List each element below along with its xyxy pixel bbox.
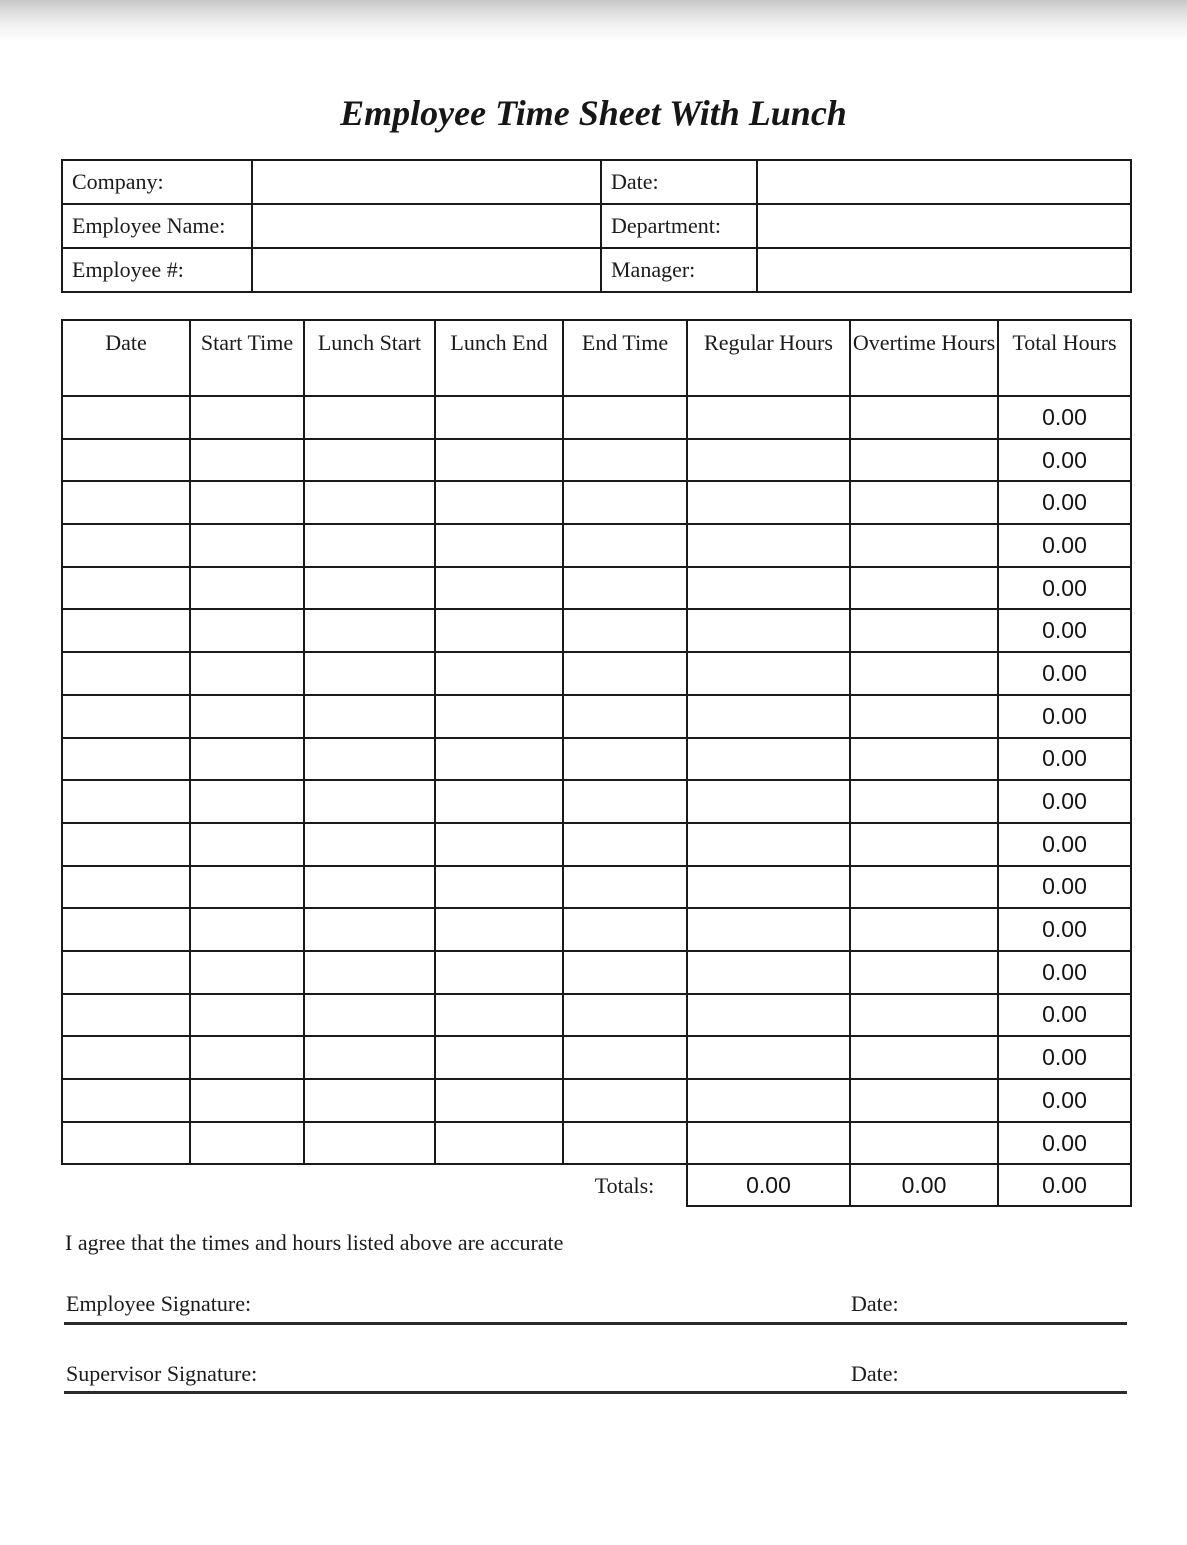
timesheet-row [62, 1036, 1131, 1079]
cell-lunch-start[interactable] [304, 396, 435, 439]
info-row [62, 160, 1131, 204]
cell-start-time[interactable] [190, 908, 304, 951]
cell-overtime-hours[interactable] [850, 1079, 998, 1122]
timesheet-row [62, 866, 1131, 909]
cell-lunch-end[interactable] [435, 1079, 563, 1122]
cell-total-hours: 0.00 [998, 609, 1131, 652]
employee-name-label: Employee Name: [62, 204, 252, 248]
cell-regular-hours[interactable] [687, 1036, 850, 1079]
timesheet-row [62, 481, 1131, 524]
cell-start-time[interactable] [190, 695, 304, 738]
cell-end-time[interactable] [563, 908, 687, 951]
cell-lunch-end[interactable] [435, 866, 563, 909]
cell-overtime-hours[interactable] [850, 951, 998, 994]
cell-total-hours: 0.00 [998, 652, 1131, 695]
manager-label: Manager: [601, 248, 757, 292]
cell-total-hours: 0.00 [998, 780, 1131, 823]
cell-start-time[interactable] [190, 994, 304, 1037]
cell-overtime-hours[interactable] [850, 524, 998, 567]
cell-regular-hours[interactable] [687, 1079, 850, 1122]
cell-start-time[interactable] [190, 1122, 304, 1165]
totals-row [62, 1164, 1131, 1206]
timesheet-row [62, 738, 1131, 781]
cell-total-hours: 0.00 [998, 1036, 1131, 1079]
cell-overtime-hours[interactable] [850, 439, 998, 482]
cell-end-time[interactable] [563, 439, 687, 482]
cell-start-time[interactable] [190, 524, 304, 567]
timesheet-header-row [62, 320, 1131, 396]
cell-total-hours: 0.00 [998, 567, 1131, 610]
cell-overtime-hours[interactable] [850, 908, 998, 951]
timesheet-table [61, 319, 1132, 1207]
totals-regular-hours: 0.00 [687, 1164, 850, 1206]
employee-number-label: Employee #: [62, 248, 252, 292]
cell-overtime-hours[interactable] [850, 481, 998, 524]
cell-overtime-hours[interactable] [850, 823, 998, 866]
cell-total-hours: 0.00 [998, 439, 1131, 482]
cell-total-hours: 0.00 [998, 524, 1131, 567]
cell-date[interactable] [62, 396, 190, 439]
cell-overtime-hours[interactable] [850, 780, 998, 823]
cell-lunch-end[interactable] [435, 1122, 563, 1165]
col-header-end-time: End Time [563, 320, 687, 396]
cell-start-time[interactable] [190, 780, 304, 823]
cell-date[interactable] [62, 1036, 190, 1079]
cell-start-time[interactable] [190, 738, 304, 781]
cell-lunch-start[interactable] [304, 823, 435, 866]
cell-end-time[interactable] [563, 994, 687, 1037]
timesheet-row [62, 994, 1131, 1037]
company-label: Company: [62, 160, 252, 204]
timesheet-body [62, 396, 1131, 1164]
cell-start-time[interactable] [190, 823, 304, 866]
cell-lunch-start[interactable] [304, 1036, 435, 1079]
cell-regular-hours[interactable] [687, 524, 850, 567]
cell-regular-hours[interactable] [687, 1122, 850, 1165]
cell-lunch-start[interactable] [304, 994, 435, 1037]
cell-date[interactable] [62, 738, 190, 781]
totals-label: Totals: [594, 1172, 655, 1198]
cell-regular-hours[interactable] [687, 866, 850, 909]
cell-date[interactable] [62, 780, 190, 823]
cell-regular-hours[interactable] [687, 396, 850, 439]
cell-start-time[interactable] [190, 1036, 304, 1079]
cell-regular-hours[interactable] [687, 780, 850, 823]
department-value-field[interactable] [757, 204, 1131, 248]
cell-start-time[interactable] [190, 439, 304, 482]
cell-end-time[interactable] [563, 481, 687, 524]
cell-start-time[interactable] [190, 652, 304, 695]
cell-lunch-end[interactable] [435, 481, 563, 524]
cell-lunch-start[interactable] [304, 866, 435, 909]
col-header-date: Date [62, 320, 190, 396]
cell-date[interactable] [62, 866, 190, 909]
totals-total-hours: 0.00 [998, 1164, 1131, 1206]
cell-lunch-end[interactable] [435, 738, 563, 781]
cell-lunch-end[interactable] [435, 695, 563, 738]
cell-date[interactable] [62, 994, 190, 1037]
cell-lunch-start[interactable] [304, 524, 435, 567]
timesheet-row [62, 951, 1131, 994]
date-value-field[interactable] [757, 160, 1131, 204]
cell-end-time[interactable] [563, 823, 687, 866]
totals-spacer [62, 1164, 563, 1206]
cell-total-hours: 0.00 [998, 908, 1131, 951]
cell-total-hours: 0.00 [998, 738, 1131, 781]
supervisor-signature-date-label: Date: [851, 1361, 899, 1386]
cell-regular-hours[interactable] [687, 823, 850, 866]
cell-end-time[interactable] [563, 652, 687, 695]
cell-end-time[interactable] [563, 951, 687, 994]
cell-overtime-hours[interactable] [850, 994, 998, 1037]
employee-signature-label: Employee Signature: [66, 1291, 252, 1316]
cell-lunch-start[interactable] [304, 780, 435, 823]
cell-overtime-hours[interactable] [850, 396, 998, 439]
cell-end-time[interactable] [563, 609, 687, 652]
cell-regular-hours[interactable] [687, 738, 850, 781]
cell-lunch-start[interactable] [304, 951, 435, 994]
cell-date[interactable] [62, 439, 190, 482]
timesheet-row [62, 1079, 1131, 1122]
cell-overtime-hours[interactable] [850, 866, 998, 909]
timesheet-row [62, 1122, 1131, 1165]
cell-regular-hours[interactable] [687, 951, 850, 994]
cell-end-time[interactable] [563, 695, 687, 738]
cell-lunch-start[interactable] [304, 652, 435, 695]
cell-total-hours: 0.00 [998, 866, 1131, 909]
totals-overtime-hours: 0.00 [850, 1164, 998, 1206]
cell-overtime-hours[interactable] [850, 609, 998, 652]
department-label: Department: [601, 204, 757, 248]
cell-regular-hours[interactable] [687, 695, 850, 738]
cell-lunch-start[interactable] [304, 1122, 435, 1165]
supervisor-signature-label: Supervisor Signature: [66, 1361, 258, 1386]
cell-end-time[interactable] [563, 1079, 687, 1122]
cell-lunch-end[interactable] [435, 994, 563, 1037]
cell-lunch-start[interactable] [304, 738, 435, 781]
cell-lunch-end[interactable] [435, 567, 563, 610]
col-header-overtime-hours: Overtime Hours [850, 320, 998, 396]
cell-overtime-hours[interactable] [850, 652, 998, 695]
employee-info-table [61, 159, 1132, 293]
cell-overtime-hours[interactable] [850, 1122, 998, 1165]
cell-date[interactable] [62, 609, 190, 652]
cell-date[interactable] [62, 695, 190, 738]
col-header-total-hours: Total Hours [998, 320, 1131, 396]
cell-date[interactable] [62, 652, 190, 695]
timesheet-row [62, 908, 1131, 951]
cell-start-time[interactable] [190, 951, 304, 994]
cell-regular-hours[interactable] [687, 439, 850, 482]
cell-total-hours: 0.00 [998, 1122, 1131, 1165]
cell-end-time[interactable] [563, 1122, 687, 1165]
manager-value-field[interactable] [757, 248, 1131, 292]
cell-regular-hours[interactable] [687, 567, 850, 610]
cell-lunch-end[interactable] [435, 609, 563, 652]
cell-total-hours: 0.00 [998, 695, 1131, 738]
cell-date[interactable] [62, 908, 190, 951]
employee-signature-line[interactable] [64, 1322, 1127, 1325]
cell-end-time[interactable] [563, 866, 687, 909]
cell-end-time[interactable] [563, 524, 687, 567]
cell-lunch-start[interactable] [304, 609, 435, 652]
cell-end-time[interactable] [563, 738, 687, 781]
cell-end-time[interactable] [563, 1036, 687, 1079]
cell-lunch-start[interactable] [304, 481, 435, 524]
cell-total-hours: 0.00 [998, 1079, 1131, 1122]
cell-date[interactable] [62, 1122, 190, 1165]
cell-overtime-hours[interactable] [850, 567, 998, 610]
cell-lunch-end[interactable] [435, 396, 563, 439]
cell-end-time[interactable] [563, 780, 687, 823]
cell-start-time[interactable] [190, 866, 304, 909]
col-header-lunch-start: Lunch Start [304, 320, 435, 396]
timesheet-row [62, 524, 1131, 567]
timesheet-row [62, 396, 1131, 439]
timesheet-row [62, 439, 1131, 482]
timesheet-row [62, 780, 1131, 823]
cell-regular-hours[interactable] [687, 481, 850, 524]
employee-signature-date-label: Date: [851, 1291, 899, 1316]
info-row [62, 204, 1131, 248]
company-value-field[interactable] [252, 160, 601, 204]
agreement-text: I agree that the times and hours listed above are accurate [65, 1230, 564, 1255]
timesheet-row [62, 609, 1131, 652]
cell-lunch-end[interactable] [435, 439, 563, 482]
cell-start-time[interactable] [190, 481, 304, 524]
top-scan-shadow [0, 0, 1187, 42]
cell-date[interactable] [62, 524, 190, 567]
cell-total-hours: 0.00 [998, 823, 1131, 866]
cell-end-time[interactable] [563, 567, 687, 610]
cell-lunch-end[interactable] [435, 951, 563, 994]
cell-lunch-end[interactable] [435, 823, 563, 866]
cell-lunch-start[interactable] [304, 439, 435, 482]
cell-regular-hours[interactable] [687, 908, 850, 951]
info-row [62, 248, 1131, 292]
cell-lunch-start[interactable] [304, 567, 435, 610]
cell-lunch-end[interactable] [435, 908, 563, 951]
cell-lunch-start[interactable] [304, 908, 435, 951]
cell-date[interactable] [62, 1079, 190, 1122]
cell-start-time[interactable] [190, 609, 304, 652]
cell-start-time[interactable] [190, 1079, 304, 1122]
cell-total-hours: 0.00 [998, 396, 1131, 439]
col-header-start-time: Start Time [190, 320, 304, 396]
cell-lunch-start[interactable] [304, 695, 435, 738]
employee-number-value-field[interactable] [252, 248, 601, 292]
cell-lunch-end[interactable] [435, 652, 563, 695]
cell-lunch-end[interactable] [435, 524, 563, 567]
cell-overtime-hours[interactable] [850, 695, 998, 738]
cell-date[interactable] [62, 567, 190, 610]
col-header-regular-hours: Regular Hours [687, 320, 850, 396]
cell-total-hours: 0.00 [998, 481, 1131, 524]
supervisor-signature-line[interactable] [64, 1391, 1127, 1394]
cell-regular-hours[interactable] [687, 609, 850, 652]
date-label: Date: [601, 160, 757, 204]
cell-overtime-hours[interactable] [850, 738, 998, 781]
cell-regular-hours[interactable] [687, 994, 850, 1037]
timesheet-row [62, 567, 1131, 610]
cell-total-hours: 0.00 [998, 951, 1131, 994]
cell-start-time[interactable] [190, 567, 304, 610]
cell-total-hours: 0.00 [998, 994, 1131, 1037]
cell-end-time[interactable] [563, 396, 687, 439]
cell-date[interactable] [62, 481, 190, 524]
cell-date[interactable] [62, 823, 190, 866]
employee-name-value-field[interactable] [252, 204, 601, 248]
timesheet-row [62, 695, 1131, 738]
timesheet-row [62, 823, 1131, 866]
cell-start-time[interactable] [190, 396, 304, 439]
col-header-lunch-end: Lunch End [435, 320, 563, 396]
cell-overtime-hours[interactable] [850, 1036, 998, 1079]
cell-lunch-end[interactable] [435, 780, 563, 823]
cell-lunch-end[interactable] [435, 1036, 563, 1079]
cell-date[interactable] [62, 951, 190, 994]
timesheet-row [62, 652, 1131, 695]
page-title: Employee Time Sheet With Lunch [340, 93, 847, 133]
cell-lunch-start[interactable] [304, 1079, 435, 1122]
cell-regular-hours[interactable] [687, 652, 850, 695]
